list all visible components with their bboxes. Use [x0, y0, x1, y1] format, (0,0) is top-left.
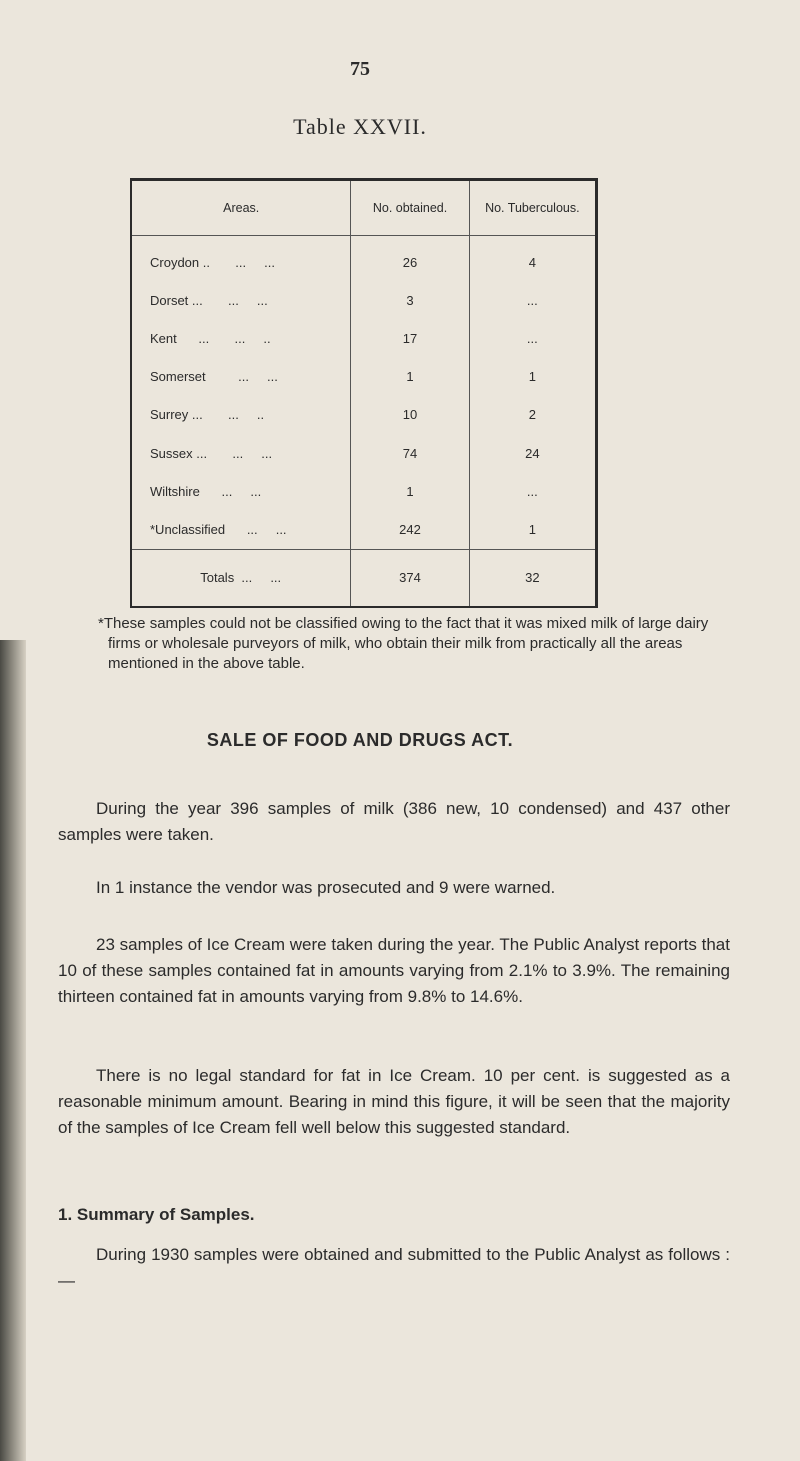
paragraph-ice-cream: 23 samples of Ice Cream were taken during the year. The Public Analyst reports that 10 of these samples contained fat in amounts varying from 2.1% to 3.9%. The remaining thirteen contained fat in amounts varying from 9.8% to 14.6%. — [58, 935, 730, 1006]
area-cell: Dorset ... ... ... — [150, 292, 268, 308]
header-tuberculous: No. Tuberculous. — [469, 180, 596, 236]
obtained-cell: 3 — [351, 281, 469, 319]
table-row — [131, 281, 597, 319]
tuberculous-cell: 1 — [528, 521, 536, 537]
area-cell: Wiltshire ... ... — [150, 483, 262, 499]
summary-subheading: 1. Summary of Samples. — [58, 1205, 255, 1224]
paragraph-summary: During 1930 samples were obtained and submitted to the Public Analyst as follows :— — [58, 1245, 730, 1290]
header-obtained: No. obtained. — [351, 180, 469, 236]
area-cell: Surrey ... ... .. — [150, 407, 265, 423]
areas-table — [130, 178, 598, 608]
totals-label: Totals ... ... — [131, 549, 351, 607]
table-row — [131, 358, 597, 396]
obtained-cell: 10 — [351, 396, 469, 434]
tuberculous-cell: ... — [526, 330, 538, 346]
totals-obtained: 374 — [351, 549, 469, 607]
book-spine-shadow — [0, 640, 26, 1461]
tuberculous-cell: 24 — [525, 445, 540, 461]
page-number: 75 — [350, 58, 370, 80]
table-footnote: *These samples could not be classified owing to the fact that it was mixed milk of large dairy firms or wholesale purveyors of milk, who obtain their milk from practically all the areas mentioned in the above table. — [98, 615, 709, 672]
obtained-cell: 74 — [351, 434, 469, 472]
table-title: Table XXVII. — [293, 114, 427, 139]
area-cell: Sussex ... ... ... — [150, 445, 273, 461]
obtained-cell: 26 — [351, 236, 469, 282]
table-row — [131, 396, 597, 434]
paragraph-legal-standard: There is no legal standard for fat in Ice Cream. 10 per cent. is suggested as a reasonable minimum amount. Bearing in mind this figure, it will be seen that the majority of the samples of Ice Cream fell well below this suggested standard. — [58, 1066, 730, 1137]
tuberculous-cell: 1 — [528, 369, 536, 385]
table-row — [131, 319, 597, 357]
area-cell: *Unclassified ... ... — [150, 521, 287, 537]
area-cell: Croydon .. ... ... — [150, 254, 275, 270]
table-row — [131, 236, 597, 282]
totals-tuberculous: 32 — [469, 549, 596, 607]
tuberculous-cell: 4 — [528, 254, 536, 270]
section-heading: SALE OF FOOD AND DRUGS ACT. — [206, 730, 514, 750]
table-header-row — [131, 180, 597, 236]
table-row — [131, 472, 597, 510]
table-row — [131, 510, 597, 549]
paragraph-prosecution: In 1 instance the vendor was prosecuted and 9 were warned. — [96, 878, 556, 897]
obtained-cell: 1 — [351, 358, 469, 396]
obtained-cell: 242 — [351, 510, 469, 549]
totals-row — [131, 549, 597, 607]
tuberculous-cell: ... — [526, 292, 538, 308]
header-areas: Areas. — [131, 180, 351, 236]
tuberculous-cell: 2 — [528, 407, 536, 423]
area-cell: Somerset ... ... — [150, 369, 278, 385]
area-cell: Kent ... ... .. — [150, 330, 271, 346]
obtained-cell: 17 — [351, 319, 469, 357]
paragraph-milk-samples: During the year 396 samples of milk (386 new, 10 condensed) and 437 other samples were taken. — [58, 799, 730, 844]
tuberculous-cell: ... — [526, 483, 538, 499]
obtained-cell: 1 — [351, 472, 469, 510]
table-row — [131, 434, 597, 472]
